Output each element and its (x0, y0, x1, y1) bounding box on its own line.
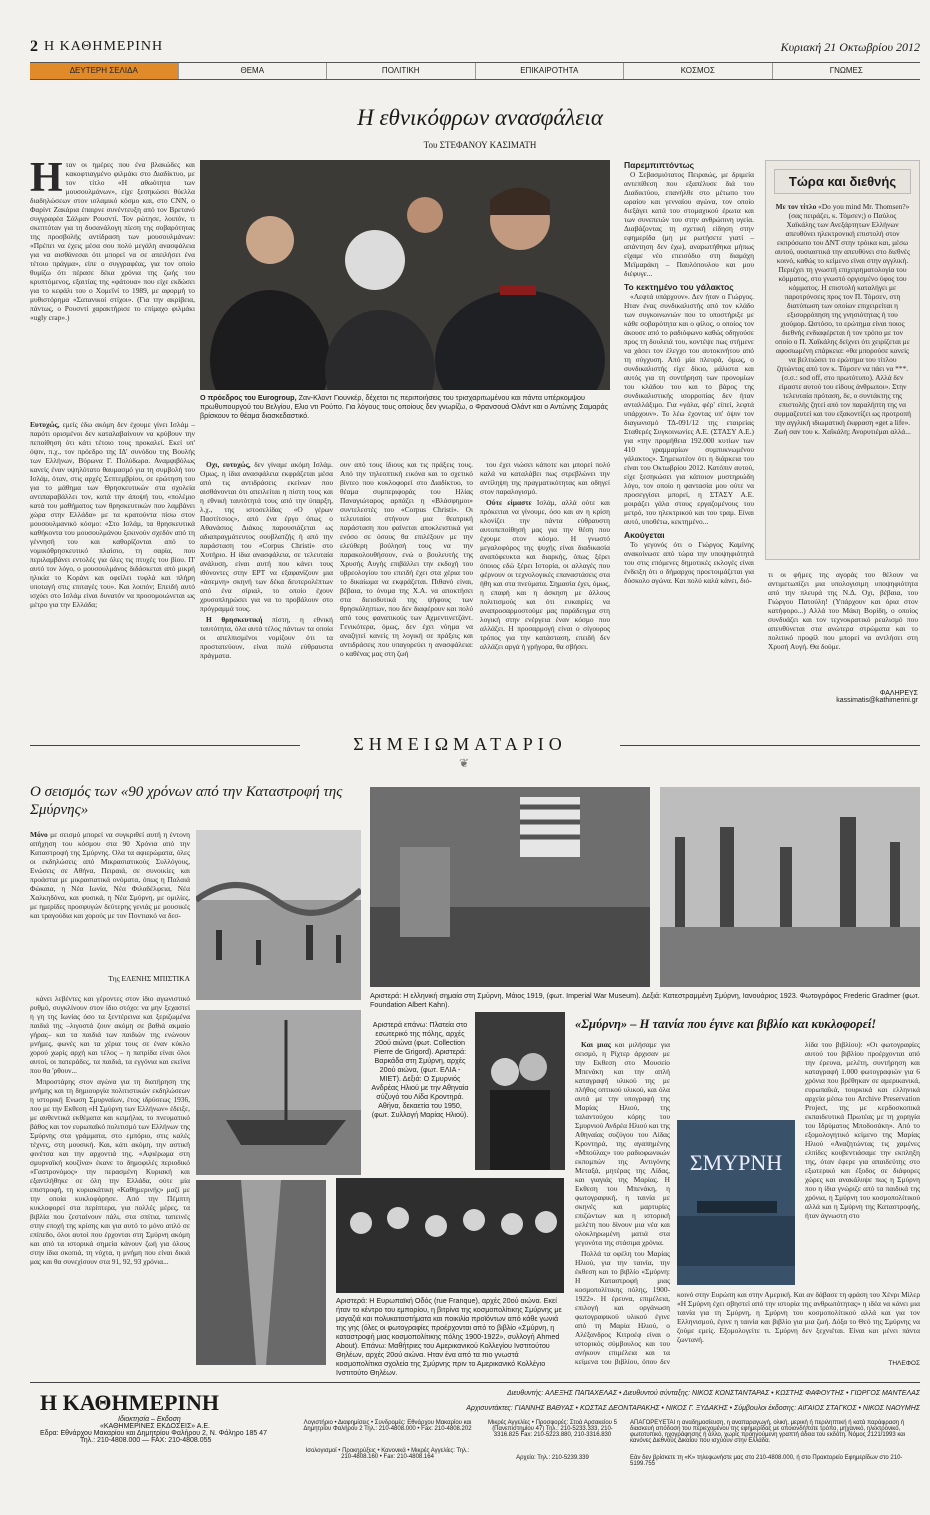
nav-item-gnomes[interactable]: ΓΝΩΜΕΣ (829, 66, 863, 75)
photo-destroyed-smyrna (660, 787, 920, 987)
photo-eurogroup-leaders (200, 160, 610, 390)
photo-greek-flag-smyrna (370, 787, 650, 987)
article-paragraph: λίδα του βιβλίου): «Οι φωτογραφίες αυτού του βιβλίου προέρχονται από την έρευνα, μελέτη, συντήρηση και καταγραφή 1.000 φωτογραφιών για 6 χρόνια που βρέθηκαν σε αμερικανικά, ευρωπαϊκά, τουρκικά και ελληνικά αρχεία μέσω του Archive Preservation Project, της με κερδοσκοπικά εκπαιδευτικά Πρωτέας με τη χορηγία του Ιδρύματος Μποδοσάκη». Από το εξομολογητικό κείμενο της Μαρίας Ηλιού «Αναζητώντας τις χαμένες ελπίδες κουβεντιάσαμε την εκπληξη της, όταν έφερε για απαιδεύτης στο εξωτερικό και έξοδος σε διάφορες χώρες και ανακάλυψε πως η Σμύρνη που η ίδια γνώριζε από τα παιδικά της χρόνια, η Σμύρνη του κοσμοπολίτικού αλλά και η Σμύρνη της Καταστροφής, ήταν άγνωστη στο (805, 1040, 920, 1220)
article-paragraph: και μιλήσαμε για σεισμό, η Ρίχτερ άρχισαν με την Εκθεση στο Μουσείο Μπενάκη και την απλή καταγραφή υλικού της με πλήθος οπτικού υλικού, και όλα αυτά με την υπογραφή της Μαρίας Ηλιού, της ταλαντούχου κόρης του Σμυρνιού Ανδρέα Ηλιού και της Αθηναίας συζύγου του Λίδας Κροντηρά, της αγαπημένης «Μπούλας» του ραδιοφωνικών εκπομπών της Αντιγόνης Μεταξά, μητέρας της Λίδας, και γιαγιάς της Μαρίας. Η Εκθεση του Μπενάκη, η φωτογραφική, η ταινία με σκηνές και μαρτυρίες επιζώντων και η ιστορική μελέτη που δίνουν μια νέα και ολοκληρωμένη ματιά στα γεγονότα της στάσιμα χρόνια. (575, 1040, 670, 1247)
box-text: «Do you mind Mr. Thomsen?» (σας πειράζει, κ. Τόμσεν;) ο Παύλος Χαϊκάλης των Ανεξάρτητων Ελλήνων απευθύνει ηλεκτρονική επιστολή στον εκπρόσωπο του ΔΝΤ στην τρόικα και, μέσω αυτού, ουσιαστικά την απευθύνει στο διεθνές κοινό, καθώς το κείμενο είναι στην αγγλική. Περιέχει τη γνωστή επιχειρηματολογία του κόμματος, στο γνωστό οργισμένο ύφος του κόμματος. Η επιστολή καταλήγει με παροτρύνσεις προς τον Π. Τόμσεν, στη διατύπωση των οποίων επιχειρείται η εξισορρόπηση της γνησιότητας ή του χιούμορ. Ωστόσο, το ερώτημα είναι ποιος διεθνής ενδιαφέρεται ή τον τρόπο με τον οποίο ο Π. Χαϊκάλης δείχνει ότι χειρίζεται με αφοσιωμένη επάρκεια: «θα μπορούσε κανείς να βελτιώσει το ερώτημα του τίτλου ζητώντας από τον κ. Τόμσεν να πάει να ***. (σ.σ.: sod off, στο πρωτότυπο). Αλλά δεν είμαστε αυτού του είδους άνθρωποι». Στην τελευταία πρόταση, δε, ο συντάκτης της επιστολής ζητεί από τον παραλήπτη της να συμμαζευτεί και του εξακοντίζει ως προτροπή την αγγλική ιδιωματική έκφραση «get a life». Ζωή σαν του κ. Χαϊκάλη; Ανορυτιέμαι αλλά... (774, 202, 911, 436)
box-title: Τώρα και διεθνής (774, 169, 911, 194)
sidebar-paragraph: Ο Σεβασμιότατος Πειραιώς, με δριμεία αντεπίθεση που εξαπέλυσε διά του Διαδικτύου, επανήλθε στο μέτωπο του ωραίου και γενναίου αγώνα, τον οποίο διεξάγει κατά του στομαχικού έρωτα και των συνεπειών του στην ανθρώπινη υγεία. Διαβάζοντας τη σχετική είδηση στην εφημερίδα (μη με ρωτήσετε γιατί – απάντηση δεν έχω), αναρωτήθηκα μήπως είχαμε νέο επεισόδιο στη διαμάχη Μεϊμαράκη – Παυλόπουλου και μου διέφυγε... (624, 170, 754, 278)
photo-boat-trip (196, 1010, 361, 1175)
photo-caption-mid: Αριστερά επάνω: Πλατεία στο εσωτερικό της πόλης, αρχές 20ού αιώνα (φωτ. Collection Pierre de Grigord). Αριστερά: Βαρκάδα στη Σμύρνη, αρχές 20ού αιώνα, (φωτ. ΕΛΙΑ - ΜΙΕΤ). Δεξιά: Ο Σμυρνιός Ανδρέας Ηλιού με την Αθηναία σύζυγό του Λίδα Κροντηρά. Αθήνα, δεκαετία του 1950, (φωτ. Συλλογή Μαρίας Ηλιού). (371, 1020, 469, 1119)
couple-illustration (475, 1012, 565, 1170)
paragraph-lead: Ούτε είμαστε (486, 498, 532, 507)
article-paragraph: Μπροστάρης στον αγώνα για τη διατήρηση της μνήμης και τη δημιουργία πολιτιστικών εκδηλώσεων η ιστορική Ενωση Σμυρναίων, έτος ιδρύσεως 1936, που με την Εκθεση «Η Σμύρνη των Ελλήνων» έδειξε, με αυθεντικά εκθέματα και κειμήλια, το πνευματικό βάθος και τον ευρωπαϊκό πολιτισμό των Ελλήνων της Σμύρνης στα γράμματα, στο εμπόριο, στις καλές τέχνες, στη μουσική. Και, κάτι ακόμη, την αστική φινέτσα και την αρχοντιά της. «Αφιέρωμα στη σμυρναϊκή κουζίνα» έκανε το δημοφιλές περιοδικό «Γαστρονόμος» την περασμένη Κυριακή και εξαντλήθηκε σε όλη την Ελλάδα, ούτε μία επιστροφή, τη κυριακάτικη «Καθημερινής» μαζί με την οποία κυκλοφόρησε. Από την Πέμπτη κυκλοφορεί στα περίπτερα, για πολλές μέρες, τα βιβλία που ζεσταίνουν πάλι, στα σπίτια, ταπεινές στην εποχή της κρίσης και για αυτό το μόνο απλό σε επίπεδο, όλοι αυτοί που έρχονται στη Σμύρνη ακόμη και από τα ιστορικά σημεία κάνουν ζωή για όλους στην ίδια σκοπιά, τη νύχτα, η μνήμη που είναι δικιά μας και θα συνεχίσουν στα 91, 92, 93 χρόνια... (30, 1077, 190, 1266)
sidebar-heading: Ακούγεται (624, 530, 665, 540)
footer-phone: Τηλ.: 210-4808.000 — FAX: 210-4808.055 (80, 1437, 212, 1444)
footer-rule (30, 1382, 920, 1383)
paragraph-lead: Και μιας (581, 1040, 611, 1049)
main-photo-caption (200, 393, 610, 433)
story2-tail (677, 1290, 920, 1355)
box-lead: Με τον τίτλο (775, 202, 817, 211)
book-title: ΣΜΥΡΝΗ (689, 1150, 783, 1175)
nav-item-kosmos[interactable]: ΚΟΣΜΟΣ (624, 63, 773, 79)
flag-illustration (370, 787, 650, 987)
nav-item-politiki[interactable]: ΠΟΛΙΤΙΚΗ (327, 63, 476, 79)
story2-signature: ΤΗΛΕΦΟΣ (888, 1360, 920, 1367)
sidebar-column (624, 160, 754, 705)
article-column-4 (480, 460, 610, 700)
street-illustration (196, 1180, 326, 1365)
book-cover-ship (677, 1176, 795, 1266)
article-paragraph: πίστη, η εθνική ταυτότητα, όλα αυτά τέλος πάντων τα οποία οι απελπισμένοι νομίζουν ότι τα προστατεύουν, είναι πολύ εύθραυστα πράγματα. (200, 615, 333, 660)
story1-title: Ο σεισμός των «90 χρόνων από την Καταστροφή της Σμύρνης» (30, 784, 343, 818)
paper-name: Η ΚΑΘΗΜΕΡΙΝΗ (44, 39, 164, 54)
photo-couple (475, 1012, 565, 1170)
columnist-name: ΦΑΛΗΡΕΥΣ (879, 690, 918, 697)
article-paragraph: ουν από τους ίδιους και τις πράξεις τους. Από την τηλεοπτική εικόνα και το σχετικό βίντεο που κυκλοφορεί στο Διαδίκτυο, το θέαμα συμπεριφοράς του Ηλίας Παναγιώταρος αρπάζει η «Βλάσφημοι» συντελεστές του «Corpus Christi». Οι τελευταίοι στήνουν μια θεατρική παράσταση που φαίνεται αποκλειστικά για ενόσο σε όσους θα επιλέξουν με την ελεύθερη βούλησή τους να την παρακολουθήσουν, ενώ ο βουλευτής της Χρυσής Αυγής επιβάλλει την εκδοχή του υβρεολογίου του επειδή έχει στα χέρια του το δικαίωμα να εκφράζεται. Πιθανό είναι, βέβαια, το όνομα της Χ.Α. να αποκτήσει στα διεισδυτικά της ψήφους των θρησκόληπτων, που δεν διαφέρουν και πολύ από τους φανατικούς των Αχμεντινετζάντ. Γενικότερα, όμως, δεν έχει νόημα να αναζητεί κανείς τη λογική σε πράξεις και αντιδράσεις που υπαγορεύει η ανασφάλεια: ο καθένας μας στη ζωή (340, 460, 473, 658)
article-paragraph: κάνει λεβέντες και γέροντες στον ίδιο αγωνιστικό ρυθμό, συγκλίνουν στον ίδιο στόχο: να μην ξεχαστεί η γη της Ιωνίας όσο τα ξεντέρεινα και ξεριζωμένα παιδιά της –λιγοστά ζουν ακόμη σε βαθιά ακμαίο γήρας– και τα παιδιά των παιδιών της ενώνουν μνήμες, φωνές και τα χέρια τους σε έναν κύκλο χορού χωρίς αρχή και τέλος – η πατρίδα είναι όλοι αυτοί, οι πατεράδες, τα παιδιά, τα εγγόνια και εκείνα που θα 'ρθουν... (30, 994, 190, 1075)
article-paragraph: Ισλάμ, αλλά ούτε και πρόκειται να γίνουμε, όσο και αν η κρίση κλονίζει την πάντα εύθραυστη αυτοπεποίθησή μας για την θέση που έχουμε στον κόσμο. Η γνωστό μεγαλοφόρος της ψυχής είναι διαδικασία αναπόφευκτα και διαρκής, όπως ξέρει όποιος εδώ ξέρει Ιστορία, οι αλλαγές που φέρνουν οι τεχνολογικές επαναστάσεις στα ήθη και στα πνεύματα. Σημασία έχει, όμως, η επαφή και η άσκηση με άλλους πολιτισμούς και ότι ευκαιρίες να αναπροσαρμοστούμε μας παράδειγμα στη λογική στην ενέργεια έναν κόσμο που αλλάζει. Η προσαρμογή είναι ο σίγουρος τρόπος για την κατάσταση, επειδή δεν αλλάζει αργά ή γρήγορα, θα σβήσει. (480, 498, 610, 651)
article-paragraph: με σεισμό μπορεί να συγκριθεί αυτή η έντονη απήχηση του κόσμου στα 90 Χρόνια από την Καταστροφή της Σμύρνης. Ολα τα αφιερώματα, όλες οι εκδηλώσεις από Μικρασιατικούς Συλλόγους, Ενώσεις σε Αθήνα, Πειραιά, σε συνοικίες και προάστια με μικρασιατικά ονόματα, όπως η Παλαιά Φώκαια, η Νέα Ιωνία, Νέα Φιλαδέλφεια, Νέα Χαλκηδόνα, και φυσικά, η Νέα Σμύρνη, με ομιλίες, με ημερίδες προσφυγών δεύτερης γενιάς με μουσικές και τραγούδια και χορούς με τον Ποντιακό να δεσ- (30, 830, 190, 920)
footer-delivery: Εάν δεν βρίσκετε τη «Κ» τηλεφωνήστε μας στο 210-4808.000, ή στο Πρακτορείο Εφημερίδων στο 210-5199.755 (630, 1455, 903, 1467)
footer-owner: Ιδιοκτησία – Εκδοση (118, 1416, 181, 1423)
ruins-illustration (660, 787, 920, 987)
footer-archive: Αρχείο: Τηλ.: 210-5239.339 (516, 1455, 589, 1461)
issue-date: Κυριακή 21 Οκτωβρίου 2012 (780, 40, 920, 54)
article-byline: Του ΣΤΕΦΑΝΟΥ ΚΑΣΙΜΑΤΗ (423, 140, 537, 150)
footer-accounting: Λογιστήριο • Διαφημίσεις • Συνδρομές: Εθνάρχου Μακαρίου και Δημητρίου Φαλήρου 2 Τηλ.: 210-4808.000 • Fax: 210-4808.202 (303, 1420, 472, 1432)
footer-small-ads: Μικρές Αγγελίες • Προσφορές: Στοά Αρσακείου 5 (Πανεπιστημίου 47) Τηλ.: 210-5233.333, 210-3316.825 Fax: 210-5223.880, 210-3316.830 (488, 1420, 617, 1438)
nav-item-deuteri-selida[interactable]: ΔΕΥΤΕΡΗ ΣΕΛΙΔΑ (30, 63, 179, 79)
story2-column-1 (575, 1040, 670, 1365)
sidebar-tail (768, 570, 918, 680)
ornament-icon: ❦ (458, 756, 470, 770)
main-photo (200, 160, 610, 390)
photo-caption-bottom: Αριστερά: Η Ευρωπαϊκή Οδός (rue Franque), αρχές 20ού αιώνα. Εκεί ήταν το κέντρο του εμπορίου, η βιτρίνα της κοσμοπολίτικης Σμύρνης με μαγαζιά και πολυκαταστήματα και ποικιλία προϊόντων από κάθε γωνιά της γης (όλες οι φωτογραφίες προέρχονται από το βιβλίο «Σμύρνη, η καταστροφή μιας κοσμοπολίτικης πόλης 1900-1922», συλλογή Ahmed About). Επάνω: Μαθήτριες του Αμερικανικού Κολλεγίου Ινστιτούτου Θηλέων, αρχές 20ού αιώνα. Ηταν ένα από τα πιο γνωστά κοσμοπολίτικα σχολεία της Σμύρνης πριν το Αμερικανικό Κολλέγιο Ινστιτούτο Θηλέων. (336, 1296, 562, 1377)
box-body (766, 202, 919, 542)
photo-rue-franque (196, 1180, 326, 1365)
article-headline: Η εθνικόφρων ανασφάλεια (357, 105, 603, 130)
page-number: 2 (30, 38, 38, 55)
story2-column-2 (805, 1040, 920, 1288)
article-column-2 (200, 460, 333, 700)
sidebar-heading: Το κεκτημένο του γάλακτος (624, 282, 734, 292)
sidebar-heading: Παρεμπιπτόντως (624, 160, 695, 170)
boat-illustration (196, 1010, 361, 1175)
story1-byline: Της ΕΛΕΝΗΣ ΜΠΙΣΤΙΚΑ (108, 974, 190, 983)
article-paragraph: δεν γίναμε ακόμη Ισλάμ. Ομως, η ίδια ανασφάλεια εκφράζεται μέσα από τις αντιδράσεις εκείνων που αισθάνονται ότι απειλείται η πίστη τους και η εθνική ταυτότητά τους από την ύπαρξη, λ.χ., της ιστοσελίδας «Ο γέρων Παστίτσιος», από ένα έργο όπως ο Αθανάσιος Διάκος παρουσιάζεται ως αδιαπραγμάτευτος σουβλατζής ή από την παράσταση του «Corpus Christi» στο Χυτήριο. Η ίδια ανασφάλεια, σε τελευταία ανάλυση, είναι αυτή που κάνει τους ιθύνοντες στην ΕΡΤ να εξαφανίζουν μια «άσεμνη» σκηνή των δέκα δευτερολέπτων από ένα σίριαλ, το οποίο έχουν χρυσοπληρώσει για να το προβάλουν στο πρόγραμμά τους. (200, 460, 333, 613)
article-column-1b (30, 420, 195, 705)
photo-smyrna-square (196, 830, 361, 1000)
paragraph-lead: Ευτυχώς, (30, 420, 60, 429)
story1-body (30, 994, 190, 1366)
footer-logo: Η ΚΑΘΗΜΕΡΙΝΗ (40, 1390, 219, 1415)
photo-caption-top: Αριστερά: Η ελληνική σημαία στη Σμύρνη, Μάιος 1919, (φωτ. Imperial War Museum). Δεξιά: Κατεστραμμένη Σμύρνη, Ιανουάριος 1923. Φωτογράφος Frederic Gradmer (φωτ. Foundation Albert Kahn). (370, 991, 920, 1009)
photo-schoolgirls (336, 1178, 564, 1293)
footer-director: Διευθυντής: ΑΛΕΞΗΣ ΠΑΠΑΧΕΛΑΣ • Διευθυντού σύνταξης: ΝΙΚΟΣ ΚΩΝΣΤΑΝΤΑΡΑΣ • ΚΩΣΤΗΣ ΦΑΦΟΥΤΗΣ • ΓΙΩΡΓΟΣ ΜΑΝΤΕΛΑΣ (507, 1390, 920, 1397)
footer-classifieds: Ισολογισμοί • Προκηρύξεις • Κανονικά • Μικρές Αγγελίες: Τηλ.: 210-4808.160 • Fax: 210-4808.164 (305, 1448, 470, 1460)
article-column-1 (30, 160, 195, 418)
caption-text: Ζαν-Κλοντ Γιουνκέρ, δέχεται τις περιποιήσεις του τρισχαριτωμένου και πάντα υπέρκομψου πρωθυπουργού του Βελγίου, Ελιο ντι Ρούπο. Για λόγους τους οποίους δεν γνωρίζω, ο Φρανσουά Ολάντ και ο Αντώνης Σαμαράς βρίσκουν το θέαμα διασκεδαστικό. (200, 393, 609, 420)
paragraph-lead: Οχι, ευτυχώς, (206, 460, 251, 469)
story2-title: «Σμύρνη» – Η ταινία που έγινε και βιβλίο και κυκλοφορεί! (575, 1017, 877, 1031)
article-paragraph: ταν οι ημέρες που ένα βλακώδες και κακοφτιαγμένο φιλμάκι στο Διαδίκτυο, με τον τίτλο «Η αθωότητα των μουσουλμάνων», είχε ξεσηκώσει θύελλα διαδηλώσεων στον ισλαμικό κόσμο και, στο CNN, ο Φαρίντ Ζακάρια έπαιρνε συνέντευξη από τον Βρετανό συγγραφέα Σάλμαν Ρουσντί. Τον ρώτησε, λοιπόν, τι σκεπτόταν για τη δυσανάλογη πίεση της σοβαρότητας της προσβολής αντίδραση των μουσουλμάνων: «Πρέπει να έχεις μέσα σου πολύ μεγάλη ανασφάλεια για να αισθάνεσαι ότι μπορεί να σε απειλήσει ένα τέτοιο πράγμα», είπε ο συγγραφέας, για τον οποίο θυμίζω ότι πέρασε δέκα χρόνια της ζωής του κρυπτόμενος, εξαιτίας της «φάτουα» που είχε εκδώσει για το κεφάλι του ο Χομεϊνί το 1989, με αφορμή το μυθιστόρημα «Σατανικοί στίχοι». (Για την ακρίβεια, πάντως, ο Ρουσντί χαρακτήρισε το επίμαχο φιλμάκι «ugly crap».) (30, 160, 195, 322)
paragraph-lead: Μόνο (30, 830, 48, 839)
article-paragraph: Πολλά τα οφέλη του Μαρίας Ηλιού, για την ταινία, την έκθεση και το βιβλίο «Σμύρνη: Η Καταστροφή μιας κοσμοπολίτικης πόλης, 1900-1922». Η έρευνα, επιμέλεια, επιλογή και οργάνωση φωτογραφικού υλικού έγινε από τη Μαρία Ηλιού, ο Αλέξανδρος Κιτροέφ είναι ο ιστορικός σύμβουλος και του ανήκουν επιμέλεια και τα κείμενα του βιβλίου, όπου δεν (575, 1249, 670, 1365)
drop-cap: Η (30, 160, 63, 201)
article-column-3 (340, 460, 473, 700)
footer-company: «ΚΑΘΗΜΕΡΙΝΕΣ ΕΚΔΟΣΕΙΣ» Α.Ε. (100, 1423, 210, 1430)
square-illustration (196, 830, 361, 1000)
footer-brand (40, 1390, 290, 1444)
story1-intro (30, 830, 190, 970)
footer-address: Εδρα: Εθνάρχου Μακαρίου και Δημητρίου Φαλήρου 2, Ν. Φάληρο 185 47 (40, 1430, 267, 1437)
nav-item-thema[interactable]: ΘΕΜΑ (179, 63, 328, 79)
article-paragraph: του έχει νιώσει κάποτε και μπορεί πολύ καλά να καταλάβει πως στρεβλώνει την αντίληψη της πραγματικότητας και οδηγεί στον παραλογισμό. (480, 460, 610, 496)
article-paragraph: εμείς έδω ακόμη δεν έχουμε γίνει Ισλάμ – παρότι ορισμένοι δεν καταλαβαίνουν να κρύβουν την πεποίθηση ότι κάτι τέτοιο τους προκαλεί. Εκεί υπ' όψιν, π.χ., τον πρόεδρο της ΙΔ' συνόδου της Βουλής των Ελλήνων, Βύρωνα Γ. Πολύδωρα. Αναμφιβόλως κανείς έναν υψηλότατο θαυμασμό για τη συμβολή του Ισλάμ, όταν, στις αρχές Σεπτεμβρίου, σε ερώτηση του για το μάθημα των Θρησκευτικών στα σχολεία αντιπαραβάλλει τον, κατά την άποψή του, «πολέμιο κατά του μαθήματος των θρησκευτικών που λαμβάνει χώρα στην Ελλάδα» με τα κρατούντα πίσω στον μουσουλμανικό κόσμο: «Στο Ισλάμ, τα θρησκευτικά καθήκοντα του μουσουλμάνου ξεκινούν σχεδόν από τη γέννησή του και καθορίζονται από το νομικόθρησκευτικό πλαίσιο, τη σαρία, που περιλαμβάνει εντολές για όλες τις πτυχές του βίου. Π' αυτό τον λόγο, ο μουσουλμάνος διδάσκεται από μικρή ηλικία το Κοράνι και οφείλει τυφλά και πλήρη υποταγή στις επιταγές του». Και λοιπόν; Επειδή αυτό ισχύει στο Ισλάμ είναι δυνατόν να προσομοιώνεται ως μέτρο για την Ελλάδα; (30, 420, 195, 609)
caption-lead: Ο πρόεδρος του Eurogroup, (200, 393, 297, 402)
sidebar-paragraph: τι οι φήμες της αγοράς του θέλουν να αντιμετωπίζει μια υπολογισιμη υποψηφιότητα από την πλευρά της Ν.Δ. Οχι, βέβαια, του Γιώργου Πατούλη! (Υπάρχουν και όρια στον κατήφορο...) Αλλά του Μάκη Βορίδη, ο οποίος συνδυάζει και τον τεχνοκρατικό ρεαλισμό που απευθύνεται στα ανώτερα στρώματα και το πολιτικό προφίλ που μπορεί να αντλήσει στη Χρυσή Αυγή. Θα δούμε. (768, 570, 918, 651)
footer-editors: Αρχισυντάκτες: ΓΙΑΝΝΗΣ ΒΑΘΥΑΣ • ΚΩΣΤΑΣ ΔΕΟΝΤΑΡΑΚΗΣ • ΝΙΚΟΣ Γ. ΞΥΔΑΚΗΣ • Σύμβουλοι έκδοσης: ΑΙΓΑΙΟΣ ΣΤΑΓΚΟΣ • ΝΙΚΟΣ ΝΑΟΥΜΗΣ (466, 1405, 920, 1412)
sidebar-paragraph: «Λεφτά υπάρχουν». Δεν ήταν ο Γιώργος. Ηταν ένας συνδικαλιστής από τον κλάδο των συγκοινωνιών που το υποστήριξε με κάθε σοβαρότητα και ο φίλος, ο οποίος τον άκουσε από το ραδιόφωνο καθώς οδηγούσε προς τη δουλειά του, κοντέψε πως στήμενε να χάσει τον έλεγχο του αυτοκινήτου από τη σύγχυση. Από μία πλευρά, όμως, ο συνδικαλιστής είχε δίκιο, μάλιστα και αυτός για τη συντήρηση των προνομίων του κλάδου του και το βάρος της συνδικαλιστικής ισορροπίας δεν ήταν ανταλλάξιμο. Για «γάλα, φέρ' είπεί, λεφτά υπάρχουν». Το λέω έχοντας υπ' όψιν τον διαγωνισμό ΤΔ-091/12 της εταιρείας Σταθερές Συγκοινωνίες Α.Ε. (ΣΤΑΣΥ Α.Ε.) για «την προμήθεια 192.000 κυτίων των 410 γραμμαρίων συμπυκνωμένου γάλακτος». Σημειωτέον ότι η διάρκεια του είναι του Οκτωβρίου 2012. Κατόπιν αυτού, είχε ξεσηκώσει για κάποιον μυστηριώδη λόγο, τον οποίο η φαντασία μου ούτε να προσεγγίσει μπορεί, η ΣΤΑΣΥ Α.Ε. μοιράζει γάλα στους εργαζομένους του μετρό, του ηλεκτρικού και του τραμ. Είναι αυτό, υποθέτω, κεκτημένο... (624, 292, 754, 526)
masthead (30, 36, 920, 60)
sidebar-box (765, 160, 920, 560)
columnist-signature (768, 690, 918, 704)
book-cover (677, 1120, 795, 1285)
schoolgirls-illustration (336, 1178, 564, 1293)
paragraph-lead: Η θρησκευτική (206, 615, 263, 624)
article-paragraph: κοινό στην Ευρώπη και στην Αμερική. Και αν δάβασε τη φράση του Χένρι Μίλερ «Η Σμύρνη έχει σβηστεί από την ιστορία της ανθρωπότητας» η ιδέα να κάνει μια ταινία για τη Σμύρνη, η Σμύρνη του κοσμοπολίτικού αλλά και για τον Ελληνισμού, έγινε η ταινία και βιβλίο για μια ζωή. Δόξα το Θεό της Σμύρνης να ζούμε εμείς. Εξομολογείτε τι. Σμύρνη δεν ξεχνιέται. Είναι και μένει πάντα ζωντανή. (677, 1290, 920, 1344)
columnist-email[interactable]: kassimatis@kathimerini.gr (836, 697, 918, 704)
section-title: ΣΗΜΕΙΩΜΑΤΑΡΙΟ (300, 734, 620, 756)
footer-copyright: ΑΠΑΓΟΡΕΥΕΤΑΙ η αναδημοσίευση, η αναπαραγωγή, ολική, μερική ή περιληπτική ή κατά παράφραση ή διασκευή απόδοση του περιεχομένου της εφημερίδας με οποιονδήποτε τρόπο, μηχανικό, ηλεκτρονικό, φωτοτυπικό, ηχογράφησης ή άλλο, χωρίς προηγούμενη γραπτή άδεια του εκδότη. Νόμος 2121/1993 και κανόνες Διεθνούς Δικαίου που ισχύουν στην Ελλάδα. (630, 1420, 906, 1444)
nav-item-epikairotita[interactable]: ΕΠΙΚΑΙΡΟΤΗΤΑ (476, 63, 625, 79)
section-nav (30, 62, 920, 80)
sidebar-paragraph: Το γεγονός ότι ο Γιώργος Καμίνης ανακοίνωσε από τώρα την υποψηφιότητά του στις επόμενες δημοτικές εκλογές είναι ένδειξη ότι ο δήμαρχος προετοιμάζεται για δύσκολο αγώνα. Και πολύ καλά κάνει, διό- (624, 540, 754, 585)
